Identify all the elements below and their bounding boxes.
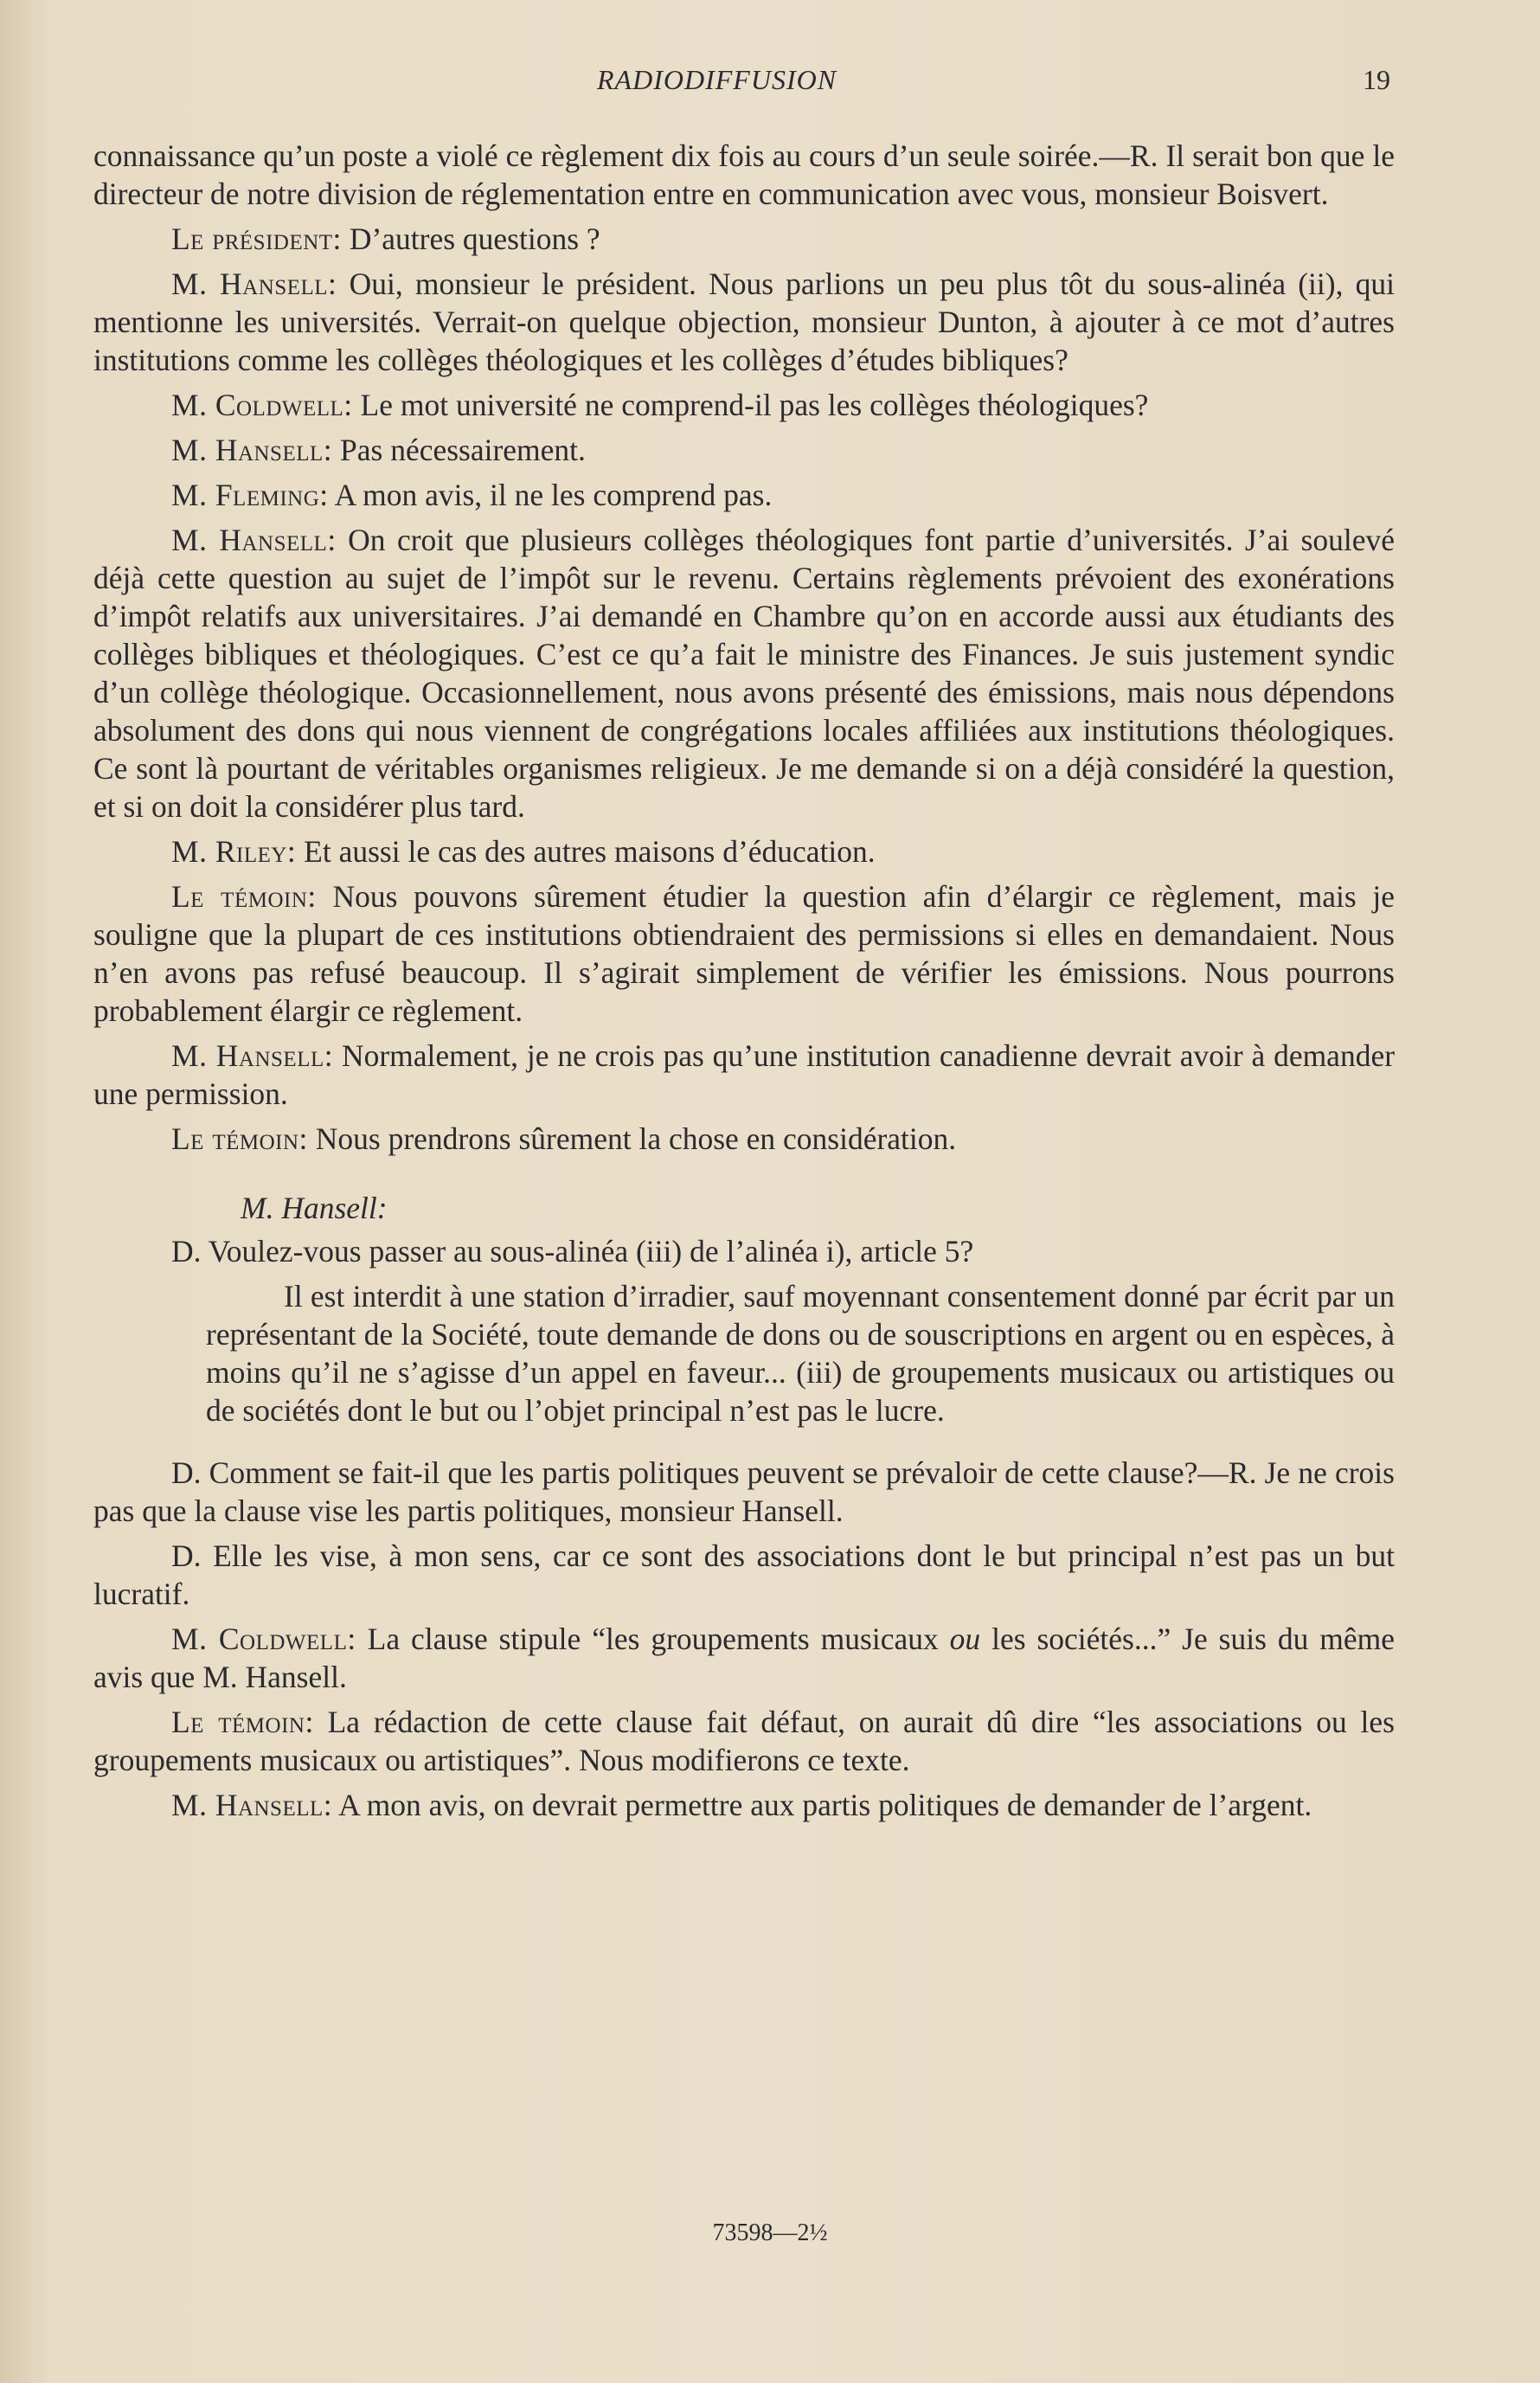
speech: On croit que plusieurs collèges théologiques font partie d’universités. J’ai soulevé déjà cette question au sujet de l’impôt sur le revenu. Certains règlements prévoient des exonérations d’impôt relatifs aux universitaires. J’ai demandé en Chambre qu’on en accorde aussi aux étudiants des collèges bibliques et théologiques. C’est ce qu’a fait le ministre des Finances. Je suis justement syndic d’un collège théologique. Occasionnellement, nous avons présenté des émissions, mais nous dépendons absolument des dons qui nous viennent de congrégations locales affiliées aux institutions théologiques. Ce sont là pourtant de véritables organismes religieux. Je me demande si on a déjà considéré la question, et si on doit la considérer plus tard. bbox=[93, 523, 1396, 824]
speaker: M. Hansell: bbox=[171, 433, 333, 467]
speech-emphasis: ou bbox=[949, 1622, 981, 1656]
paragraph: D. Comment se fait-il que les partis politiques peuvent se prévaloir de cette clause?—R. Je ne crois pas que la clause vise les partis politiques, monsieur Hansell. bbox=[93, 1455, 1395, 1528]
paragraph: D. Voulez-vous passer au sous-alinéa (iii) de l’alinéa i), article 5? bbox=[171, 1234, 974, 1269]
paragraph bbox=[93, 832, 1395, 870]
speech: La clause stipule “les groupements musicaux bbox=[367, 1622, 939, 1656]
speaker: M. Hansell: bbox=[171, 523, 337, 557]
speech: Oui, monsieur le président. Nous parlions un peu plus tôt du sous-alinéa (ii), qui mentionne les universités. Verrait-on quelque objection, monsieur Dunton, à ajouter à ce mot d’autres institutions comme les collèges théologiques et les collèges d’études bibliques? bbox=[93, 267, 1395, 377]
speech: les sociétés...” Je suis du même avis que M. Hansell. bbox=[93, 1622, 1395, 1694]
speech: Pas nécessairement. bbox=[340, 433, 586, 467]
speaker: M. Hansell: bbox=[171, 267, 337, 301]
paragraph bbox=[93, 220, 1395, 258]
printer-signature: 73598—2½ bbox=[712, 2219, 828, 2246]
paragraph: connaissance qu’un poste a violé ce règlement dix fois au cours d’un seule soirée.—R. Il serait bon que le directeur de notre division de réglementation entre en communication avec vous, monsieur Boisvert. bbox=[93, 138, 1395, 211]
speaker: M. Fleming: bbox=[171, 478, 329, 512]
speaker: M. Riley: bbox=[171, 834, 297, 869]
speech: Le mot université ne comprend-il pas les collèges théologiques? bbox=[360, 388, 1149, 422]
speaker: M. Coldwell: bbox=[171, 1622, 356, 1656]
paragraph bbox=[93, 521, 1395, 825]
body-text bbox=[93, 137, 1395, 1831]
paragraph bbox=[93, 1620, 1395, 1696]
speech: La rédaction de cette clause fait défaut, on aurait dû dire “les associations ou les groupements musicaux ou artistiques”. Nous modifierons ce texte. bbox=[93, 1705, 1395, 1777]
speaker: M. Coldwell: bbox=[171, 388, 353, 422]
paragraph bbox=[93, 431, 1395, 469]
speaker: M. Hansell: bbox=[171, 1788, 333, 1822]
speech: Nous pouvons sûrement étudier la question afin d’élargir ce règlement, mais je souligne que la plupart de ces institutions obtiendraient des permissions si elles en demandaient. Nous n’en avons pas refusé beaucoup. Il s’agirait simplement de vérifier les émissions. Nous pourrons probablement élargir ce règlement. bbox=[93, 879, 1395, 1028]
speech: A mon avis, il ne les comprend pas. bbox=[334, 478, 773, 512]
paragraph bbox=[93, 265, 1395, 379]
paragraph bbox=[93, 877, 1395, 1030]
speech: D’autres questions ? bbox=[349, 222, 600, 256]
page-number: 19 bbox=[1363, 64, 1390, 95]
paragraph: D. Elle les vise, à mon sens, car ce sont des associations dont le but principal n’est pas un but lucratif. bbox=[93, 1538, 1395, 1611]
speaker: Le président: bbox=[171, 222, 342, 256]
page-header bbox=[0, 64, 1540, 107]
paragraph bbox=[93, 1120, 1395, 1158]
paragraph bbox=[93, 386, 1395, 424]
paragraph bbox=[93, 476, 1395, 514]
speaker-heading: M. Hansell: bbox=[241, 1191, 388, 1225]
speaker: M. Hansell: bbox=[171, 1038, 334, 1073]
paragraph bbox=[93, 1786, 1395, 1824]
speech: A mon avis, on devrait permettre aux partis politiques de demander de l’argent. bbox=[338, 1788, 1312, 1822]
running-title: RADIODIFFUSION bbox=[597, 64, 837, 95]
speaker: Le témoin: bbox=[171, 1705, 314, 1739]
speaker: Le témoin: bbox=[171, 1121, 308, 1156]
paragraph bbox=[93, 1037, 1395, 1113]
speech: Normalement, je ne crois pas qu’une institution canadienne devrait avoir à demander une permission. bbox=[93, 1038, 1396, 1111]
speech: Et aussi le cas des autres maisons d’éducation. bbox=[304, 834, 876, 869]
speaker: Le témoin: bbox=[171, 879, 317, 914]
quoted-regulation: Il est interdit à une station d’irradier, sauf moyennant consentement donné par écrit par un représentant de la Société, toute demande de dons ou de souscriptions en argent ou en espèces, à moins qu’il ne s’agisse d’un appel en faveur... (iii) de groupements musicaux ou artistiques ou de sociétés dont le but ou l’objet principal n’est pas le lucre. bbox=[206, 1279, 1395, 1428]
paragraph bbox=[93, 1703, 1395, 1779]
speech: Nous prendrons sûrement la chose en considération. bbox=[315, 1121, 957, 1156]
